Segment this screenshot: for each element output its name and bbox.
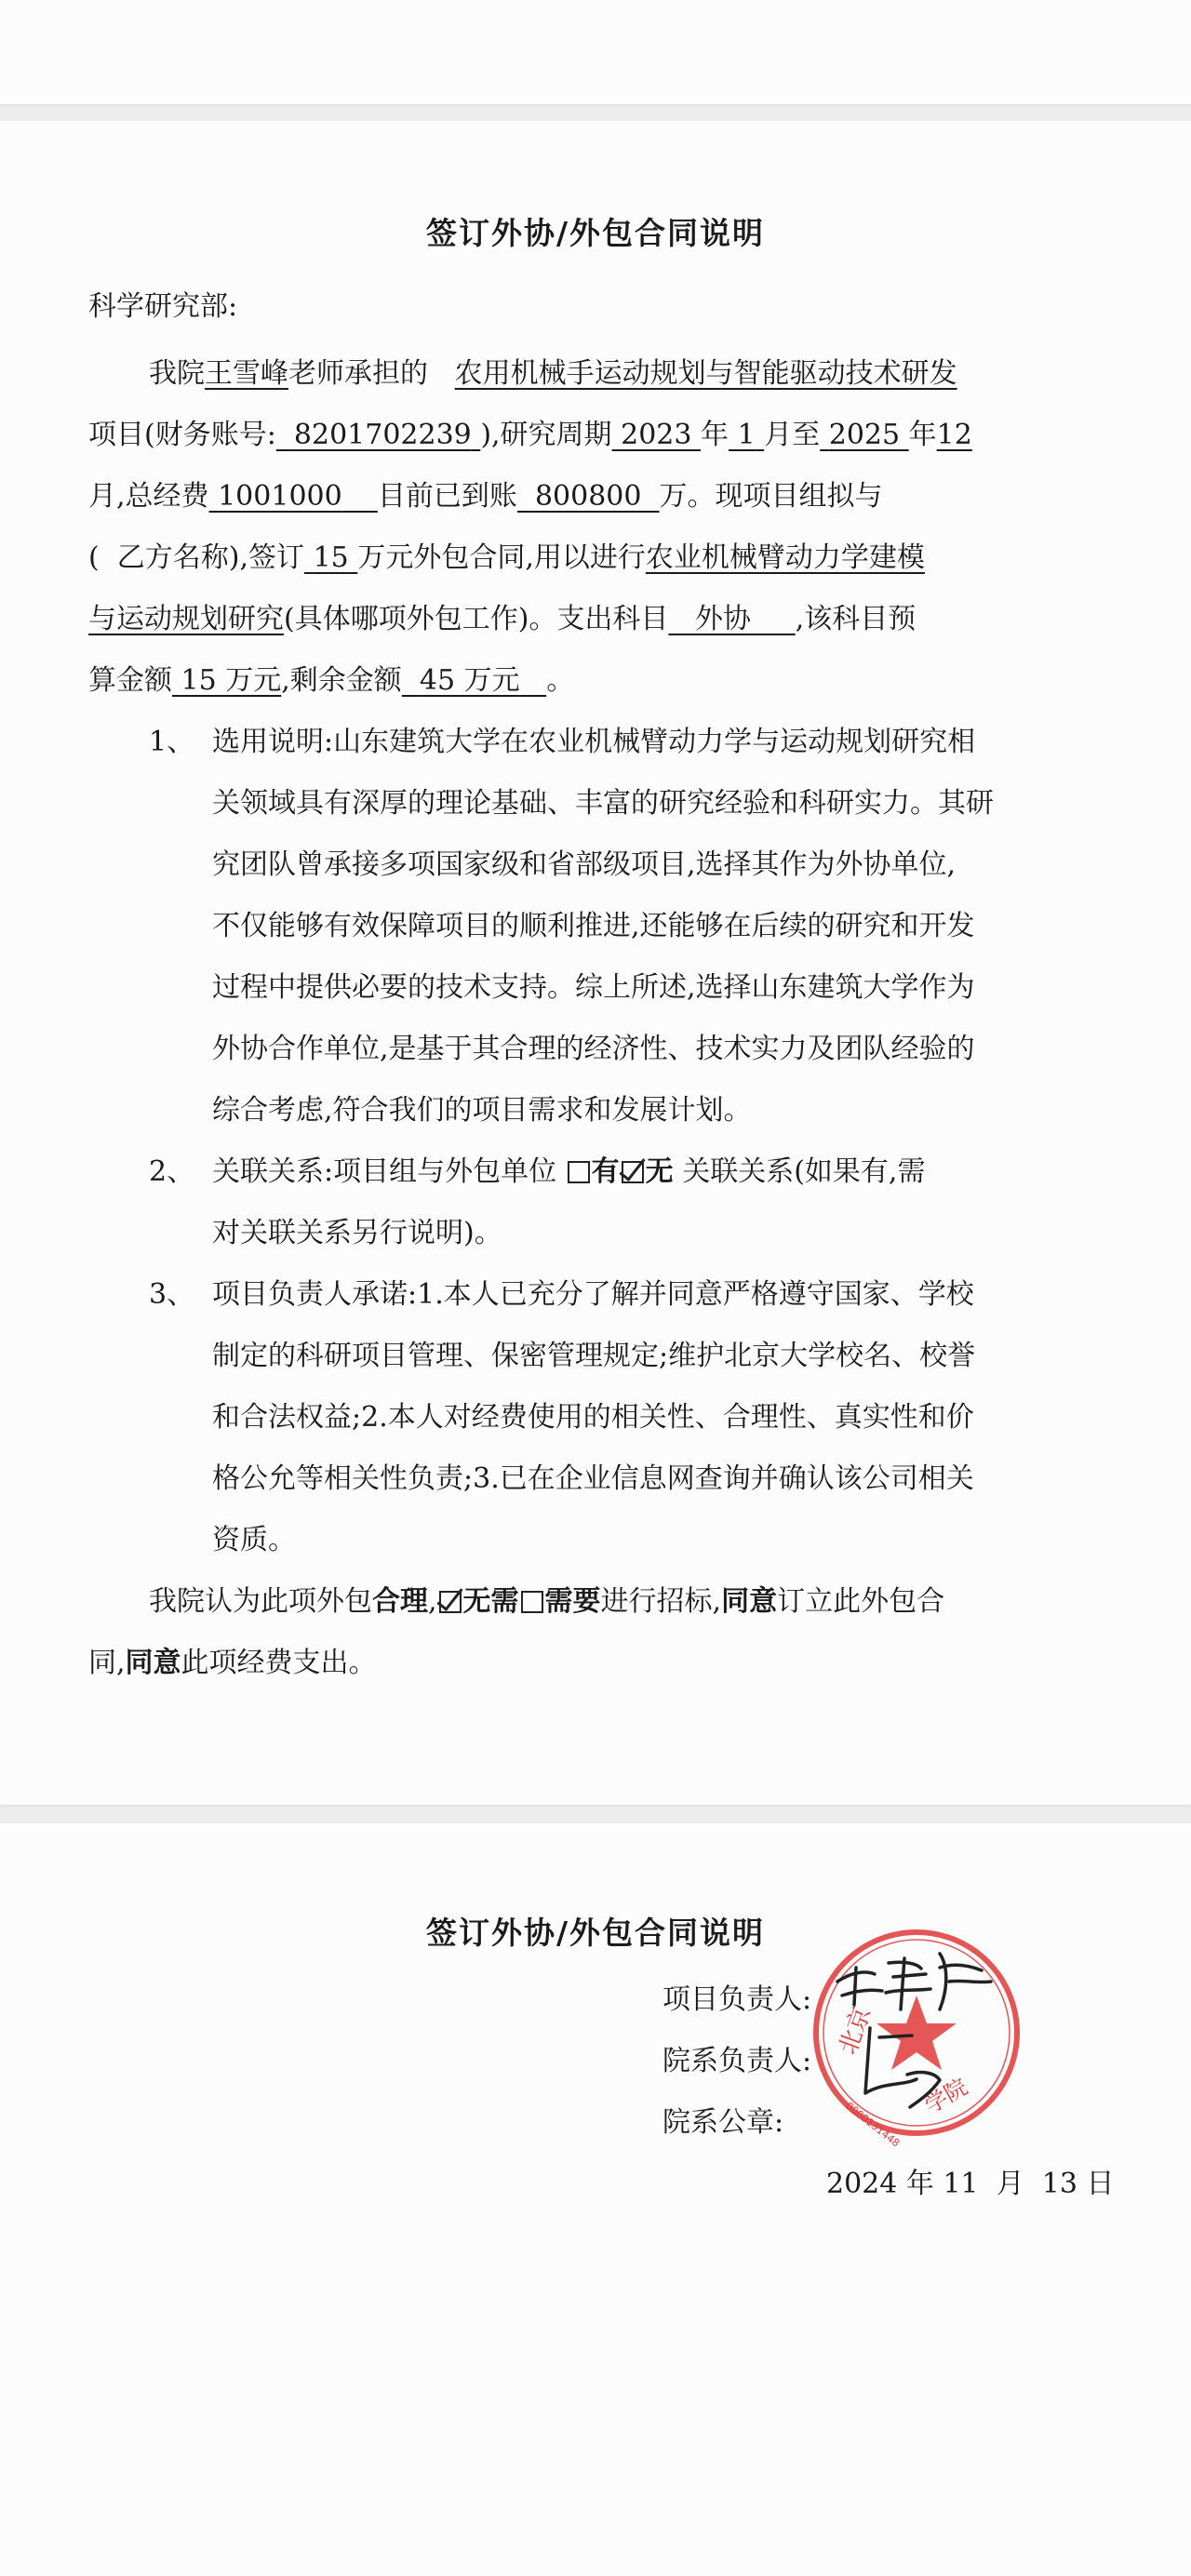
intro-line-6: 算金额 15 万元,剩余金额 45 万元 。	[88, 664, 575, 697]
recipient: 科学研究部:	[88, 290, 238, 323]
dept-leader-label: 院系负责人:	[662, 2045, 812, 2077]
conclusion-line-1: 我院认为此项外包合理, 无需 需要进行招标,同意订立此外包合	[149, 1585, 945, 1618]
end-month: 12	[936, 419, 972, 451]
budget-amount: 15 万元	[181, 664, 282, 697]
conclusion-line-2: 同,同意此项经费支出。	[88, 1647, 377, 1679]
item-1-line: 究团队曾承接多项国家级和省部级项目,选择其作为外协单位,	[212, 848, 957, 881]
checkbox-related-yes	[568, 1161, 590, 1183]
item-3-line: 制定的科研项目管理、保密管理规定;维护北京大学校名、校誉	[212, 1340, 976, 1372]
seal-star-icon	[877, 1995, 957, 2070]
item-1-line: 关领域具有深厚的理论基础、丰富的研究经验和科研实力。其研	[212, 787, 994, 820]
finance-account: 8201702239	[293, 419, 472, 451]
item-1-line: 选用说明:山东建筑大学在农业机械臂动力学与运动规划研究相	[212, 726, 976, 758]
item-1-line: 综合考虑,符合我们的项目需求和发展计划。	[212, 1094, 752, 1127]
agree-text-1: 同意	[721, 1585, 778, 1618]
item-1-line: 过程中提供必要的技术支持。综上所述,选择山东建筑大学作为	[212, 971, 975, 1004]
reasonable-text: 合理	[372, 1585, 428, 1618]
intro-line-2: 项目(财务账号: 8201702239 ),研究周期 2023 年 1 月至 2025 年12	[88, 419, 972, 451]
option-yes-label: 有	[591, 1155, 620, 1188]
intro-line-3: 月,总经费 1001000 目前已到账 800800 万。现项目组拟与	[88, 480, 883, 513]
item-2-line-1: 关联关系:项目组与外包单位 有 无 关联关系(如果有,需	[212, 1155, 926, 1188]
document-title: 签订外协/外包合同说明	[425, 215, 766, 251]
start-year: 2023	[621, 419, 692, 451]
item-3-line: 格公允等相关性负责;3.已在企业信息网查询并确认该公司相关	[212, 1462, 974, 1495]
work-content-1: 农业机械臂动力学建模	[645, 541, 925, 574]
signing-date: 2024 年 11 月 13 日	[826, 2168, 1115, 2200]
item-3-line: 项目负责人承诺:1.本人已充分了解并同意严格遵守国家、学校	[212, 1278, 974, 1311]
item-1-number: 1、	[149, 726, 195, 758]
checkbox-need-bidding	[521, 1591, 543, 1613]
contract-amount: 15	[313, 541, 349, 574]
teacher-name: 王雪峰	[205, 357, 288, 390]
seal-text-top: 北京	[834, 2003, 877, 2059]
intro-line-5: 与运动规划研究(具体哪项外包工作)。支出科目 外协 ,该科目预	[88, 603, 917, 635]
item-3-line: 和合法权益;2.本人对经费使用的相关性、合理性、真实性和价	[212, 1401, 974, 1434]
project-name: 农用机械手运动规划与智能驱动技术研发	[454, 357, 957, 390]
previous-page-fragment	[0, 0, 1191, 104]
received-funds: 800800	[534, 480, 642, 513]
expense-subject: 外协	[695, 603, 752, 635]
start-month: 1	[737, 419, 756, 451]
need-label: 需要	[544, 1585, 601, 1618]
end-year: 2025	[828, 419, 901, 451]
item-1-line: 不仅能够有效保障项目的顺利推进,还能够在后续的研究和开发	[212, 910, 975, 942]
total-funds: 1001000	[218, 480, 342, 513]
option-no-label: 无	[645, 1155, 674, 1188]
document-page	[0, 121, 1191, 1805]
official-seal-stamp	[800, 1916, 1033, 2149]
item-3-number: 3、	[149, 1278, 195, 1311]
party-b-name: 乙方名称	[116, 541, 229, 574]
item-3-line: 资质。	[212, 1524, 296, 1556]
intro-line-1: 我院王雪峰老师承担的 农用机械手运动规划与智能驱动技术研发	[149, 357, 957, 390]
project-leader-label: 项目负责人:	[662, 1983, 812, 2016]
signature-page-title: 签订外协/外包合同说明	[425, 1915, 766, 1951]
checkbox-related-no-checked	[622, 1161, 644, 1183]
item-2-line-2: 对关联关系另行说明)。	[212, 1217, 502, 1249]
agree-text-2: 同意	[125, 1647, 181, 1679]
signature-page	[0, 1823, 1191, 2576]
remaining-amount: 45 万元	[419, 664, 520, 697]
intro-line-4: ( 乙方名称),签订 15 万元外包合同,用以进行农业机械臂动力学建模	[88, 541, 925, 574]
item-1-line: 外协合作单位,是基于其合理的经济性、技术实力及团队经验的	[212, 1033, 975, 1065]
work-content-2: 与运动规划研究	[88, 603, 284, 635]
no-need-label: 无需	[462, 1585, 519, 1618]
seal-serial-number: 0000131448	[843, 2100, 903, 2149]
item-2-number: 2、	[149, 1155, 195, 1188]
checkbox-no-bidding-checked	[439, 1591, 462, 1613]
seal-text-bottom: 学院	[920, 2073, 972, 2119]
dept-seal-label: 院系公章:	[662, 2106, 784, 2139]
